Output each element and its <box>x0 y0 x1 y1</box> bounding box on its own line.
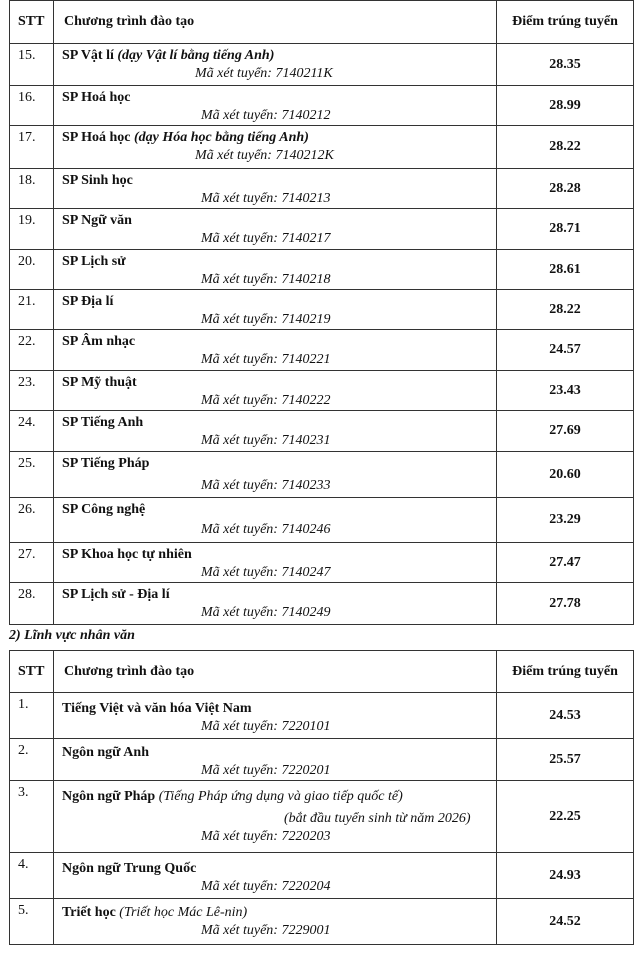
row-program <box>54 739 497 781</box>
row-stt: 20. <box>10 250 54 290</box>
program-code: Mã xét tuyển: 7220101 <box>201 719 331 734</box>
row-stt: 5. <box>10 899 54 945</box>
program-code: Mã xét tuyển: 7140218 <box>201 272 331 287</box>
program-code: Mã xét tuyển: 7140222 <box>201 393 331 408</box>
row-score: 23.29 <box>497 498 634 543</box>
row-stt: 16. <box>10 86 54 126</box>
row-program <box>54 411 497 452</box>
row-score: 28.22 <box>497 126 634 169</box>
row-program <box>54 44 497 86</box>
table-row <box>10 853 634 899</box>
program-name: SP Mỹ thuật <box>62 375 137 390</box>
row-stt: 24. <box>10 411 54 452</box>
row-program <box>54 543 497 583</box>
row-program <box>54 583 497 625</box>
table-row <box>10 330 634 371</box>
header-stt: STT <box>10 1 54 44</box>
program-code: Mã xét tuyển: 7140212 <box>201 108 331 123</box>
header-score: Điểm trúng tuyển <box>497 1 634 44</box>
table-row <box>10 371 634 411</box>
table-row <box>10 126 634 169</box>
table-header-row <box>10 1 634 44</box>
header-program: Chương trình đào tạo <box>54 651 497 693</box>
table-row <box>10 781 634 853</box>
row-score: 24.57 <box>497 330 634 371</box>
program-name: SP Tiếng Pháp <box>62 456 150 471</box>
program-name: SP Lịch sử <box>62 254 126 269</box>
program-code: Mã xét tuyển: 7140247 <box>201 565 331 580</box>
row-stt: 22. <box>10 330 54 371</box>
table-row <box>10 169 634 209</box>
program-name: SP Tiếng Anh <box>62 415 144 430</box>
program-code: Mã xét tuyển: 7140219 <box>201 312 331 327</box>
program-name: Tiếng Việt và văn hóa Việt Nam <box>62 701 252 716</box>
program-code: Mã xét tuyển: 7140231 <box>201 433 331 448</box>
row-score: 28.99 <box>497 86 634 126</box>
table-row <box>10 209 634 250</box>
program-name: SP Sinh học <box>62 173 133 188</box>
table-row <box>10 452 634 498</box>
table-row <box>10 498 634 543</box>
program-name: Triết học <box>62 905 116 920</box>
program-detail: (dạy Vật lí bằng tiếng Anh) <box>117 48 275 63</box>
row-score: 28.71 <box>497 209 634 250</box>
row-score: 24.52 <box>497 899 634 945</box>
row-score: 28.35 <box>497 44 634 86</box>
program-name: Ngôn ngữ Pháp <box>62 789 156 804</box>
program-name: SP Hoá học <box>62 90 131 105</box>
row-stt: 19. <box>10 209 54 250</box>
row-score: 24.53 <box>497 693 634 739</box>
row-program <box>54 209 497 250</box>
table-row <box>10 86 634 126</box>
program-detail: (dạy Hóa học bằng tiếng Anh) <box>133 130 309 145</box>
program-code: Mã xét tuyển: 7140221 <box>201 352 331 367</box>
row-score: 27.78 <box>497 583 634 625</box>
row-program <box>54 498 497 543</box>
table-row <box>10 290 634 330</box>
row-stt: 3. <box>10 781 54 853</box>
program-name: SP Công nghệ <box>62 502 146 517</box>
table-row <box>10 411 634 452</box>
row-score: 20.60 <box>497 452 634 498</box>
row-score: 24.93 <box>497 853 634 899</box>
table-row <box>10 583 634 625</box>
row-program <box>54 371 497 411</box>
program-name: Ngôn ngữ Anh <box>62 745 149 760</box>
row-program <box>54 86 497 126</box>
row-stt: 1. <box>10 693 54 739</box>
program-name: SP Hoá học <box>62 130 131 145</box>
row-program <box>54 250 497 290</box>
row-stt: 2. <box>10 739 54 781</box>
admission-table-1 <box>9 0 634 625</box>
row-program <box>54 899 497 945</box>
row-program <box>54 290 497 330</box>
row-program <box>54 853 497 899</box>
program-note: (bắt đầu tuyển sinh từ năm 2026) <box>284 811 471 826</box>
row-stt: 23. <box>10 371 54 411</box>
row-program <box>54 330 497 371</box>
program-name: SP Ngữ văn <box>62 213 132 228</box>
program-code: Mã xét tuyển: 7140233 <box>201 478 331 493</box>
row-stt: 25. <box>10 452 54 498</box>
row-score: 23.43 <box>497 371 634 411</box>
row-stt: 15. <box>10 44 54 86</box>
table-row <box>10 899 634 945</box>
table-row <box>10 250 634 290</box>
program-code: Mã xét tuyển: 7229001 <box>201 923 331 938</box>
program-code: Mã xét tuyển: 7140211K <box>195 66 333 81</box>
row-program <box>54 452 497 498</box>
row-score: 28.22 <box>497 290 634 330</box>
program-name: Ngôn ngữ Trung Quốc <box>62 861 197 876</box>
table-header-row <box>10 651 634 693</box>
program-code: Mã xét tuyển: 7140213 <box>201 191 331 206</box>
program-name: SP Vật lí <box>62 48 114 63</box>
table-row <box>10 44 634 86</box>
program-code: Mã xét tuyển: 7220203 <box>201 829 331 844</box>
row-program <box>54 781 497 853</box>
row-stt: 21. <box>10 290 54 330</box>
row-stt: 17. <box>10 126 54 169</box>
row-stt: 28. <box>10 583 54 625</box>
header-stt: STT <box>10 651 54 693</box>
program-code: Mã xét tuyển: 7140246 <box>201 522 331 537</box>
row-stt: 27. <box>10 543 54 583</box>
row-score: 28.61 <box>497 250 634 290</box>
table-row <box>10 693 634 739</box>
program-code: Mã xét tuyển: 7220201 <box>201 763 331 778</box>
table-row <box>10 739 634 781</box>
row-stt: 4. <box>10 853 54 899</box>
row-stt: 26. <box>10 498 54 543</box>
row-score: 25.57 <box>497 739 634 781</box>
row-program <box>54 126 497 169</box>
program-code: Mã xét tuyển: 7140212K <box>195 148 334 163</box>
program-detail: (Triết học Mác Lê-nin) <box>119 905 248 920</box>
program-code: Mã xét tuyển: 7140217 <box>201 231 331 246</box>
program-detail: (Tiếng Pháp ứng dụng và giao tiếp quốc tế) <box>158 789 403 804</box>
row-score: 27.47 <box>497 543 634 583</box>
section-title: 2) Lĩnh vực nhân văn <box>9 628 135 643</box>
table-row <box>10 543 634 583</box>
program-name: SP Âm nhạc <box>62 334 136 349</box>
program-name: SP Địa lí <box>62 294 114 309</box>
program-name: SP Lịch sử - Địa lí <box>62 587 170 602</box>
header-score: Điểm trúng tuyển <box>497 651 634 693</box>
program-name: SP Khoa học tự nhiên <box>62 547 192 562</box>
row-stt: 18. <box>10 169 54 209</box>
row-program <box>54 169 497 209</box>
row-score: 22.25 <box>497 781 634 853</box>
row-score: 28.28 <box>497 169 634 209</box>
program-code: Mã xét tuyển: 7220204 <box>201 879 331 894</box>
header-program: Chương trình đào tạo <box>54 1 497 44</box>
program-code: Mã xét tuyển: 7140249 <box>201 605 331 620</box>
row-program <box>54 693 497 739</box>
row-score: 27.69 <box>497 411 634 452</box>
admission-table-2 <box>9 650 634 945</box>
